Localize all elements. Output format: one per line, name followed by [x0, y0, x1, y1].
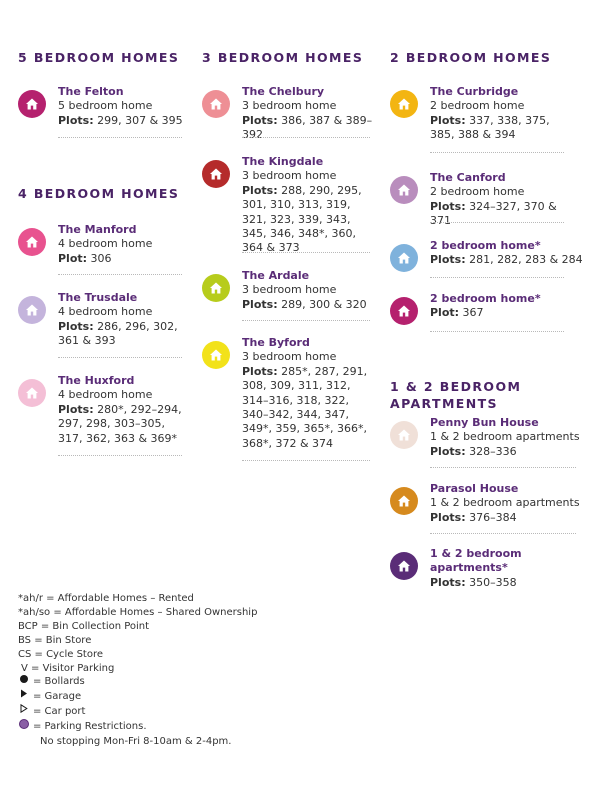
divider [430, 467, 576, 468]
home-plots [430, 306, 590, 320]
divider [242, 320, 370, 321]
legend-item [18, 648, 257, 662]
home-plots [242, 114, 382, 143]
home-description: 3 bedroom home [242, 169, 337, 183]
home-plots [58, 114, 183, 128]
outline-triangle-icon [18, 704, 30, 719]
home-plots [430, 511, 590, 525]
home-name: 2 bedroom home* [430, 239, 541, 252]
home-name: The Huxford [58, 374, 135, 387]
home-plots [242, 298, 382, 312]
plots-label: Plot: [430, 306, 460, 320]
home-plots [430, 114, 570, 143]
home-name: 2 bedroom home* [430, 292, 541, 305]
legend-item [18, 592, 257, 606]
plots-label: Plots: [430, 510, 466, 524]
plots-value: 299, 307 & 395 [97, 113, 183, 127]
house-icon [390, 90, 418, 118]
home-name: The Trusdale [58, 291, 138, 304]
legend-text: = Garage [33, 690, 82, 702]
legend-text: CS = Cycle Store [18, 648, 104, 660]
plots-label: Plots: [242, 183, 278, 197]
plots-value: 337, 338, 375, 385, 388 & 394 [430, 113, 550, 142]
house-icon [202, 341, 230, 369]
home-description: 3 bedroom home [242, 350, 337, 364]
home-name: 1 & 2 bedroom apartments* [430, 547, 522, 575]
home-description: 1 & 2 bedroom apartments [430, 496, 580, 510]
plots-label: Plots: [58, 113, 94, 127]
home-description: 2 bedroom home [430, 185, 525, 199]
plots-value: 350–358 [469, 575, 517, 589]
home-description: 2 bedroom home [430, 99, 525, 113]
home-description: 4 bedroom home [58, 305, 153, 319]
divider [58, 357, 182, 358]
legend-item [18, 704, 257, 719]
legend-item [18, 675, 257, 689]
section-title-5-bedroom: 5 BEDROOM HOMES [18, 50, 180, 65]
divider [430, 222, 564, 223]
home-plots [58, 403, 188, 446]
house-icon [202, 274, 230, 302]
plots-value: 289, 300 & 320 [281, 297, 367, 311]
home-name: Penny Bun House [430, 416, 539, 429]
legend-item [18, 620, 257, 634]
plots-label: Plots: [242, 364, 278, 378]
plots-label: Plot: [58, 251, 88, 265]
home-description: 1 & 2 bedroom apartments [430, 430, 580, 444]
home-plots [58, 252, 152, 266]
divider [58, 455, 182, 456]
plots-label: Plots: [430, 113, 466, 127]
house-icon [18, 296, 46, 324]
divider [430, 533, 576, 534]
home-plots [430, 445, 590, 459]
house-icon [390, 421, 418, 449]
divider [430, 277, 564, 278]
plots-value: 280*, 292–294, 297, 298, 303–305, 317, 362, 363 & 369* [58, 402, 182, 445]
legend-text: = Bollards [33, 676, 85, 688]
home-plots [430, 200, 580, 229]
section-title-line: APARTMENTS [390, 396, 498, 411]
section-title-apartments [390, 378, 521, 412]
house-icon [390, 244, 418, 272]
home-plots [242, 365, 370, 451]
divider [58, 274, 182, 275]
section-title-2-bedroom: 2 BEDROOM HOMES [390, 50, 552, 65]
house-icon [390, 552, 418, 580]
home-plots [242, 184, 374, 256]
divider [242, 137, 370, 138]
plots-value: 288, 290, 295, 301, 310, 313, 319, 321, 323, 339, 343, 345, 346, 348*, 360, 364 & 373 [242, 183, 362, 255]
legend-text: *ah/r = Affordable Homes – Rented [18, 593, 194, 604]
plots-label: Plots: [242, 297, 278, 311]
section-title-4-bedroom: 4 BEDROOM HOMES [18, 186, 180, 201]
home-name: Parasol House [430, 482, 519, 495]
house-icon [390, 487, 418, 515]
plots-value: 324–327, 370 & 371 [430, 199, 557, 228]
home-description: 4 bedroom home [58, 388, 153, 402]
divider [430, 331, 564, 332]
home-description: 3 bedroom home [242, 283, 337, 297]
legend [18, 592, 257, 749]
home-description: 5 bedroom home [58, 99, 153, 113]
house-icon [18, 90, 46, 118]
plots-value: 328–336 [469, 444, 517, 458]
house-icon [202, 160, 230, 188]
section-title-line: 1 & 2 BEDROOM [390, 379, 522, 394]
plots-value: 376–384 [469, 510, 517, 524]
legend-text: BCP = Bin Collection Point [18, 620, 150, 632]
legend-text: BS = Bin Store [18, 634, 92, 646]
home-name: The Chelbury [242, 85, 325, 98]
legend-item [18, 634, 257, 648]
legend-item [18, 689, 257, 704]
plots-value: 386, 387 & 389–392 [242, 113, 373, 142]
home-description: 4 bedroom home [58, 237, 153, 251]
plots-label: Plots: [430, 444, 466, 458]
house-icon [390, 176, 418, 204]
purple-dot-icon [18, 719, 30, 735]
legend-item [18, 735, 257, 749]
house-icon [18, 379, 46, 407]
home-plots [430, 576, 600, 590]
legend-text: = Parking Restrictions. [33, 721, 147, 733]
house-icon [390, 297, 418, 325]
divider [242, 252, 370, 253]
divider [58, 137, 182, 138]
filled-triangle-icon [18, 689, 30, 704]
plots-value: 286, 296, 302, 361 & 393 [58, 319, 178, 348]
house-icon [18, 228, 46, 256]
home-name: The Canford [430, 171, 506, 184]
plots-label: Plots: [430, 253, 466, 267]
legend-item [18, 719, 257, 735]
divider [242, 460, 370, 461]
legend-text: *ah/so = Affordable Homes – Shared Ownership [18, 606, 258, 618]
home-name: The Byford [242, 336, 310, 349]
home-description: 3 bedroom home [242, 99, 337, 113]
home-name: The Ardale [242, 269, 310, 282]
home-name: The Curbridge [430, 85, 519, 98]
home-plots [430, 253, 590, 267]
home-name: The Manford [58, 223, 137, 236]
plots-value: 281, 282, 283 & 284 [469, 253, 583, 267]
legend-text: = Car port [33, 705, 86, 717]
legend-text: V = Visitor Parking [21, 662, 115, 674]
home-name: The Felton [58, 85, 124, 98]
home-name: The Kingdale [242, 155, 324, 168]
legend-item [18, 662, 257, 676]
plots-label: Plots: [430, 199, 466, 213]
plots-label: Plots: [58, 402, 94, 416]
plots-label: Plots: [242, 113, 278, 127]
black-dot-icon [18, 675, 30, 689]
plots-value: 306 [90, 251, 112, 265]
plots-label: Plots: [58, 319, 94, 333]
divider [430, 152, 564, 153]
house-icon [202, 90, 230, 118]
plots-label: Plots: [430, 575, 466, 589]
plots-value: 285*, 287, 291, 308, 309, 311, 312, 314–316, 318, 322, 340–342, 344, 347, 349*, 359, 365*, 366*, 368*, 372 & 374 [242, 364, 368, 450]
legend-text: No stopping Mon-Fri 8-10am & 2-4pm. [40, 736, 232, 748]
plots-value: 367 [462, 306, 484, 320]
section-title-3-bedroom: 3 BEDROOM HOMES [202, 50, 364, 65]
home-plots [58, 320, 188, 349]
legend-item [18, 606, 257, 620]
